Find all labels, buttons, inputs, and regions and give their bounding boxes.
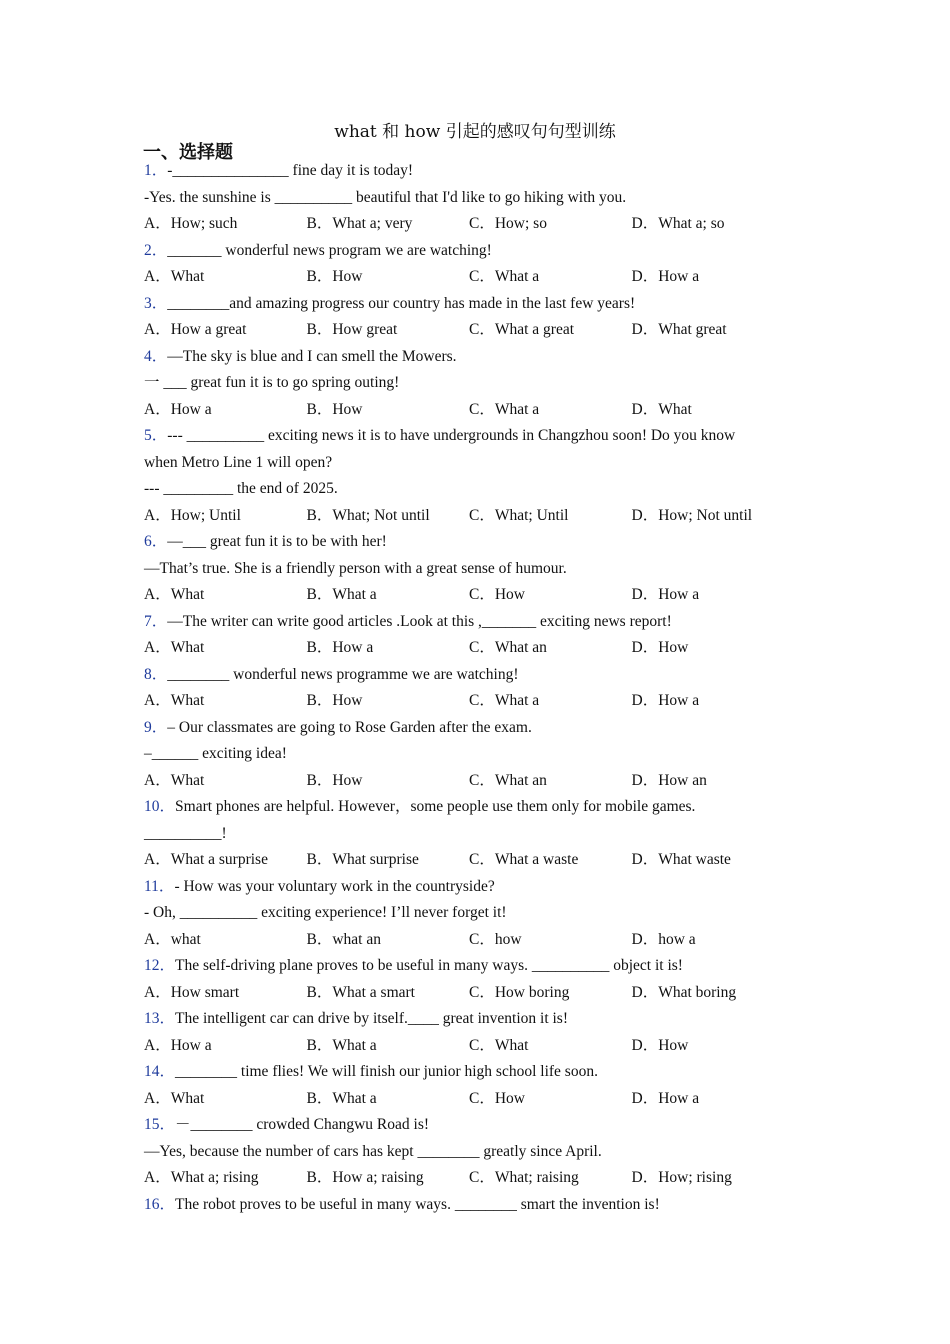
- question-number: 3．: [144, 294, 168, 312]
- question-text: －________ crowded Changwu Road is!: [175, 1116, 430, 1133]
- answer-option[interactable]: C．What a: [469, 692, 540, 709]
- answer-option[interactable]: B．What; Not until: [306, 506, 430, 524]
- answer-option[interactable]: A．What a; rising: [144, 1169, 259, 1186]
- question-text: _______ wonderful news program we are watching!: [167, 241, 492, 259]
- answer-option[interactable]: B．How: [306, 268, 363, 285]
- answer-option[interactable]: A．What: [144, 771, 205, 789]
- question-line: [144, 900, 794, 927]
- question-item: [144, 529, 794, 609]
- answer-option[interactable]: B．How: [306, 692, 363, 709]
- question-item: [144, 953, 794, 1006]
- options-row: [144, 980, 794, 1007]
- options-row: [144, 503, 794, 530]
- question-number: 16．: [144, 1195, 176, 1213]
- answer-option[interactable]: A．How a: [144, 400, 212, 418]
- question-text: —Yes, because the number of cars has kept ________ greatly since April.: [144, 1142, 602, 1160]
- options-row: [144, 847, 794, 874]
- question-number: 9．: [144, 718, 168, 736]
- question-line: [144, 185, 794, 212]
- question-number: 5．: [144, 427, 168, 444]
- question-line: [144, 874, 794, 901]
- answer-option[interactable]: A．What: [144, 639, 205, 656]
- options-row: [144, 211, 794, 238]
- answer-option[interactable]: D．What a; so: [631, 215, 725, 232]
- question-text: The self-driving plane proves to be useful in many ways. __________ object it is!: [175, 957, 683, 974]
- answer-option[interactable]: A．What: [144, 692, 205, 709]
- answer-option[interactable]: D．How: [631, 1036, 689, 1054]
- question-item: [144, 1006, 794, 1059]
- answer-option[interactable]: B．what an: [306, 930, 381, 948]
- question-number: 10．: [144, 798, 176, 815]
- answer-option[interactable]: C．What; Until: [469, 506, 569, 524]
- question-number: 7．: [144, 612, 168, 630]
- answer-option[interactable]: B．What a smart: [306, 983, 415, 1001]
- question-number: 13．: [144, 1010, 176, 1027]
- question-text: —___ great fun it is to be with her!: [167, 533, 387, 550]
- question-number: 2．: [144, 241, 168, 259]
- question-number: 12．: [144, 957, 176, 974]
- question-number: 6．: [144, 533, 168, 550]
- question-line: [144, 741, 794, 768]
- answer-option[interactable]: B．How great: [306, 321, 398, 338]
- question-text: —That’s true. She is a friendly person with a great sense of humour.: [144, 559, 567, 577]
- options-row: [144, 688, 794, 715]
- question-line: [144, 556, 794, 583]
- options-row: [144, 1033, 794, 1060]
- answer-option[interactable]: C．What a waste: [469, 851, 579, 868]
- answer-option[interactable]: D．How a: [631, 692, 700, 709]
- question-line: [144, 1112, 794, 1139]
- question-line: [144, 1192, 794, 1219]
- question-line: [144, 662, 794, 689]
- answer-option[interactable]: A．How a great: [144, 321, 247, 338]
- question-line: [144, 529, 794, 556]
- question-text: --- __________ exciting news it is to have undergrounds in Changzhou soon! Do you know: [167, 427, 736, 444]
- answer-option[interactable]: C．How boring: [469, 983, 570, 1001]
- question-line: [144, 953, 794, 980]
- answer-option[interactable]: C．How: [469, 1089, 525, 1107]
- answer-option[interactable]: A．What a surprise: [144, 851, 268, 868]
- question-line: [144, 1139, 794, 1166]
- question-text: ________ time flies! We will finish our junior high school life soon.: [175, 1063, 598, 1080]
- answer-option[interactable]: A．How; Until: [144, 506, 241, 524]
- answer-option[interactable]: D．What boring: [631, 983, 737, 1001]
- answer-option[interactable]: C．What an: [469, 639, 547, 656]
- question-line: [144, 715, 794, 742]
- answer-option[interactable]: B．How a; raising: [306, 1169, 424, 1186]
- options-row: [144, 1086, 794, 1113]
- answer-option[interactable]: A．How; such: [144, 215, 238, 232]
- answer-option[interactable]: C．What: [469, 1036, 529, 1054]
- question-line: [144, 1006, 794, 1033]
- question-item: [144, 423, 794, 529]
- question-number: 14．: [144, 1063, 176, 1080]
- question-line: [144, 476, 794, 503]
- answer-option[interactable]: C．What a: [469, 400, 540, 418]
- question-line: [144, 609, 794, 636]
- answer-option[interactable]: B．How: [306, 771, 363, 789]
- answer-option[interactable]: B．How: [306, 400, 363, 418]
- question-number: 4．: [144, 347, 168, 365]
- question-text: -Yes. the sunshine is __________ beautiful that I'd like to go hiking with you.: [144, 188, 627, 206]
- options-row: [144, 264, 794, 291]
- page-title: what 和 how 引起的感叹句句型训练: [334, 122, 616, 142]
- answer-option[interactable]: A．What: [144, 1089, 205, 1107]
- question-line: [144, 238, 794, 265]
- answer-option[interactable]: D．How; Not until: [631, 506, 753, 524]
- answer-option[interactable]: D．How a: [631, 268, 700, 285]
- answer-option[interactable]: D．How a: [631, 1089, 700, 1107]
- question-line: [144, 1059, 794, 1086]
- question-text: Smart phones are helpful. However，some people use them only for mobile games.: [175, 798, 696, 815]
- question-line: [144, 158, 794, 185]
- question-text: —The writer can write good articles .Look at this ,_______ exciting news report!: [167, 612, 672, 630]
- question-line: [144, 423, 794, 450]
- question-text: The robot proves to be useful in many ways. ________ smart the invention is!: [175, 1195, 660, 1213]
- question-text: ________ wonderful news programme we are watching!: [167, 665, 519, 683]
- section-heading: 一、选择题: [143, 142, 233, 163]
- answer-option[interactable]: D．What great: [631, 321, 727, 338]
- answer-option[interactable]: C．How; so: [469, 215, 547, 232]
- answer-option[interactable]: D．How; rising: [631, 1169, 732, 1186]
- answer-option[interactable]: A．What: [144, 268, 205, 285]
- answer-option[interactable]: C．How: [469, 586, 525, 603]
- question-item: [144, 1112, 794, 1192]
- answer-option[interactable]: B．What surprise: [306, 851, 419, 868]
- answer-option[interactable]: B．What a: [306, 1036, 377, 1054]
- question-line: [144, 344, 794, 371]
- question-text: when Metro Line 1 will open?: [144, 453, 333, 471]
- question-item: [144, 794, 794, 874]
- answer-option[interactable]: B．What a; very: [306, 215, 413, 232]
- answer-option[interactable]: C．What a: [469, 268, 540, 285]
- question-line: [144, 821, 794, 848]
- options-row: [144, 635, 794, 662]
- answer-option[interactable]: A．How smart: [144, 983, 240, 1001]
- question-text: The intelligent car can drive by itself.____ great invention it is!: [175, 1010, 568, 1027]
- question-item: [144, 609, 794, 662]
- answer-option[interactable]: D．What: [631, 400, 692, 418]
- question-line: [144, 794, 794, 821]
- options-row: [144, 1165, 794, 1192]
- question-item: [144, 715, 794, 795]
- answer-option[interactable]: D．How: [631, 639, 689, 656]
- answer-option[interactable]: D．how a: [631, 930, 696, 948]
- question-text: ________and amazing progress our country has made in the last few years!: [167, 294, 636, 312]
- answer-option[interactable]: C．What a great: [469, 321, 575, 338]
- question-text: –______ exciting idea!: [144, 745, 287, 762]
- answer-option[interactable]: C．how: [469, 930, 522, 948]
- question-number: 8．: [144, 665, 168, 683]
- options-row: [144, 317, 794, 344]
- answer-option[interactable]: B．What a: [306, 586, 377, 603]
- question-item: [144, 344, 794, 424]
- question-text: __________!: [144, 824, 227, 842]
- question-item: [144, 291, 794, 344]
- question-item: [144, 662, 794, 715]
- question-number: 15．: [144, 1116, 176, 1133]
- answer-option[interactable]: D．How an: [631, 771, 707, 789]
- answer-option[interactable]: B．How a: [306, 639, 374, 656]
- question-text: -_______________ fine day it is today!: [167, 162, 414, 179]
- question-item: [144, 1192, 794, 1219]
- question-list: [144, 158, 794, 1218]
- question-text: - How was your voluntary work in the countryside?: [174, 877, 495, 895]
- answer-option[interactable]: D．What waste: [631, 851, 731, 868]
- question-line: [144, 291, 794, 318]
- question-text: —The sky is blue and I can smell the Mowers.: [167, 347, 457, 365]
- answer-option[interactable]: A．How a: [144, 1036, 212, 1054]
- answer-option[interactable]: A．what: [144, 930, 201, 948]
- question-line: [144, 370, 794, 397]
- question-text: --- _________ the end of 2025.: [144, 480, 338, 497]
- options-row: [144, 582, 794, 609]
- question-text: – Our classmates are going to Rose Garden after the exam.: [167, 718, 532, 736]
- answer-option[interactable]: D．How a: [631, 586, 700, 603]
- question-number: 11．: [144, 877, 175, 895]
- question-item: [144, 238, 794, 291]
- options-row: [144, 768, 794, 795]
- question-text: 一 ___ great fun it is to go spring outing!: [144, 374, 400, 391]
- question-number: 1．: [144, 162, 168, 179]
- answer-option[interactable]: C．What; raising: [469, 1169, 579, 1186]
- question-item: [144, 158, 794, 238]
- answer-option[interactable]: C．What an: [469, 771, 547, 789]
- options-row: [144, 927, 794, 954]
- question-line: [144, 450, 794, 477]
- question-item: [144, 874, 794, 954]
- answer-option[interactable]: A．What: [144, 586, 205, 603]
- question-text: - Oh, __________ exciting experience! I’ll never forget it!: [144, 904, 507, 921]
- question-item: [144, 1059, 794, 1112]
- answer-option[interactable]: B．What a: [306, 1089, 377, 1107]
- options-row: [144, 397, 794, 424]
